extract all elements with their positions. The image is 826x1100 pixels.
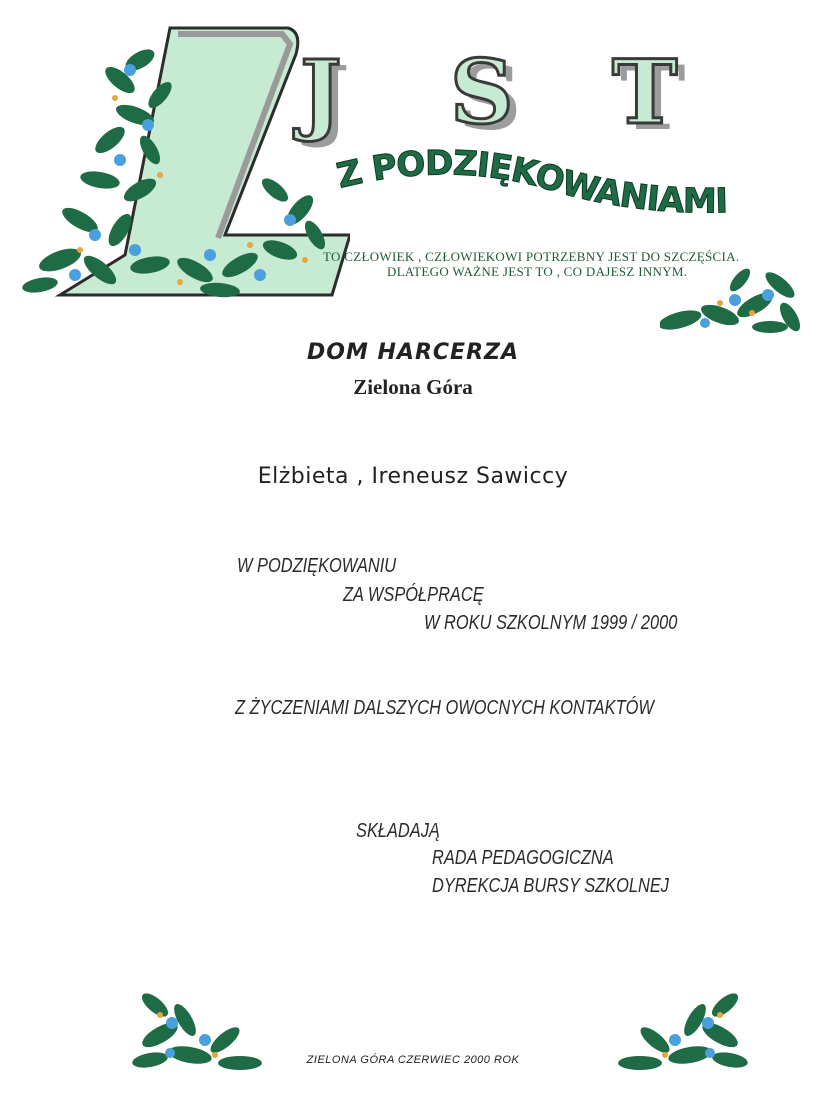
thanks-line-1: W PODZIĘKOWANIU [237, 555, 397, 577]
subtitle-wordart [330, 140, 770, 250]
title-letter-t: T [612, 40, 680, 144]
title-letter-s: S [450, 40, 516, 144]
footer-place-date: ZIELONA GÓRA CZERWIEC 2000 ROK [306, 1054, 520, 1066]
wishes-line: Z ŻYCZENIAMI DALSZYCH OWOCNYCH KONTAKTÓW [235, 697, 654, 719]
organization-name: DOM HARCERZA [307, 340, 519, 365]
signature-intro: SKŁADAJĄ [356, 820, 440, 842]
floral-ornament-top-right [660, 255, 805, 335]
signer-1: RADA PEDAGOGICZNA [432, 847, 614, 869]
motto-line-1: TO CZŁOWIEK , CZŁOWIEKOWI POTRZEBNY JEST DO SZCZĘŚCIA. [323, 249, 740, 264]
svg-text:Z PODZIĘKOWANIAMI [333, 143, 727, 221]
thanks-line-3: W ROKU SZKOLNYM 1999 / 2000 [424, 612, 678, 634]
thanks-line-2: ZA WSPÓŁPRACĘ [343, 584, 484, 606]
title-letter-j: J [300, 40, 344, 144]
motto-line-2: DLATEGO WAŻNE JEST TO , CO DAJESZ INNYM. [387, 264, 688, 279]
recipient-names: Elżbieta , Ireneusz Sawiccy [257, 464, 569, 489]
organization-city: Zielona Góra [353, 375, 473, 399]
subtitle-text: Z PODZIĘKOWANIAMI [333, 143, 728, 222]
signer-2: DYREKCJA BURSY SZKOLNEJ [432, 875, 669, 897]
